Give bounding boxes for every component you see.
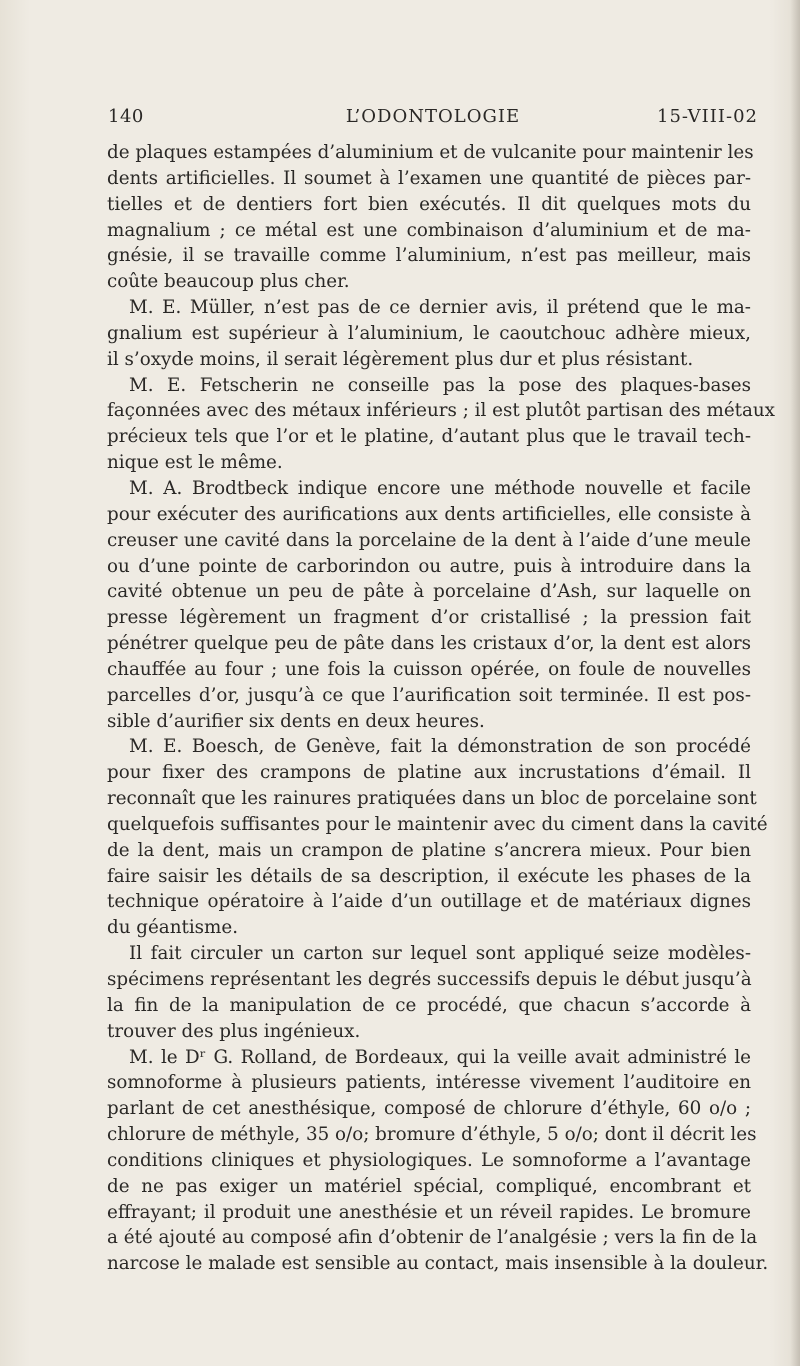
text-line: magnalium ; ce métal est une combinaison d’aluminium et de ma- [107,219,751,241]
running-header [108,106,758,136]
text-line: de ne pas exiger un matériel spécial, compliqué, encombrant et [107,1175,751,1197]
text-line: parcelles d’or, jusqu’à ce que l’aurification soit terminée. Il est pos- [107,684,751,706]
text-line: ou d’une pointe de carborindon ou autre, puis à introduire dans la [107,555,751,577]
text-line: effrayant; il produit une anesthésie et un réveil rapides. Le bromure [107,1201,751,1223]
text-line: gnalium est supérieur à l’aluminium, le caoutchouc adhère mieux, [107,322,751,344]
text-line: somnoforme à plusieurs patients, intéresse vivement l’auditoire en [107,1072,751,1094]
text-line: de la dent, mais un crampon de platine s’ancrera mieux. Pour bien [107,839,751,861]
text-line: technique opératoire à l’aide d’un outillage et de matériaux dignes [107,891,751,913]
text-line: cavité obtenue un peu de pâte à porcelaine d’Ash, sur laquelle on [107,581,751,603]
text-line: conditions cliniques et physiologiques. Le somnoforme a l’avantage [107,1149,751,1171]
text-line: M. E. Boesch, de Genève, fait la démonstration de son procédé [129,736,751,758]
text-line: nique est le même. [107,452,283,474]
text-line: M. E. Müller, n’est pas de ce dernier avis, il prétend que le ma- [129,297,751,319]
text-line: M. E. Fetscherin ne conseille pas la pose des plaques-bases [129,374,751,396]
text-line: précieux tels que l’or et le platine, d’autant plus que le travail tech- [107,426,751,448]
text-line: tielles et de dentiers fort bien exécutés. Il dit quelques mots du [107,193,751,215]
text-line: chlorure de méthyle, 35 o/o; bromure d’éthyle, 5 o/o; dont il décrit les [107,1124,757,1146]
text-line: chauffée au four ; une fois la cuisson opérée, on foule de nouvelles [107,658,751,680]
text-line: faire saisir les détails de sa description, il exécute les phases de la [107,865,751,887]
issue-date: 15-VIII-02 [657,106,758,127]
text-line: la fin de la manipulation de ce procédé, que chacun s’accorde à [107,994,751,1016]
text-line: coûte beaucoup plus cher. [107,271,350,293]
text-line: du géantisme. [107,917,239,939]
page-number: 140 [108,106,144,127]
text-line: pour fixer des crampons de platine aux incrustations d’émail. Il [107,762,751,784]
text-line: façonnées avec des métaux inférieurs ; il est plutôt partisan des métaux [107,400,775,422]
text-line: quelquefois suffisantes pour le maintenir avec du ciment dans la cavité [107,813,768,835]
text-line: trouver des plus ingénieux. [107,1020,361,1042]
text-line: M. le Dʳ G. Rolland, de Bordeaux, qui la veille avait administré le [129,1046,751,1068]
text-line: pénétrer quelque peu de pâte dans les cristaux d’or, la dent est alors [107,633,751,655]
text-line: narcose le malade est sensible au contact, mais insensible à la douleur. [107,1253,769,1275]
text-line: Il fait circuler un carton sur lequel sont appliqué seize modèles- [129,943,751,965]
text-line: gnésie, il se travaille comme l’aluminium, n’est pas meilleur, mais [107,245,751,267]
text-line: spécimens représentant les degrés successifs depuis le début jusqu’à [107,969,752,990]
journal-title: L’ODONTOLOGIE [345,106,521,127]
text-line: dents artificielles. Il soumet à l’examen une quantité de pièces par- [107,167,751,189]
text-line: reconnaît que les rainures pratiquées dans un bloc de porcelaine sont [107,788,757,810]
text-line: pour exécuter des aurifications aux dents artificielles, elle consiste à [107,503,751,525]
text-line: de plaques estampées d’aluminium et de vulcanite pour maintenir les [107,142,754,163]
text-line: M. A. Brodtbeck indique encore une méthode nouvelle et facile [129,477,751,499]
text-line: creuser une cavité dans la porcelaine de la dent à l’aide d’une meule [107,529,751,551]
text-line: parlant de cet anesthésique, composé de chlorure d’éthyle, 60 o/o ; [107,1098,751,1120]
text-line: a été ajouté au composé afin d’obtenir de l’analgésie ; vers la fin de la [107,1227,758,1249]
text-line: il s’oxyde moins, il serait légèrement plus dur et plus résistant. [107,348,694,370]
text-line: sible d’aurifier six dents en deux heures. [107,710,485,732]
text-line: presse légèrement un fragment d’or cristallisé ; la pression fait [107,607,751,629]
page-edge-shadow [790,0,800,1366]
body-text [107,140,775,1277]
